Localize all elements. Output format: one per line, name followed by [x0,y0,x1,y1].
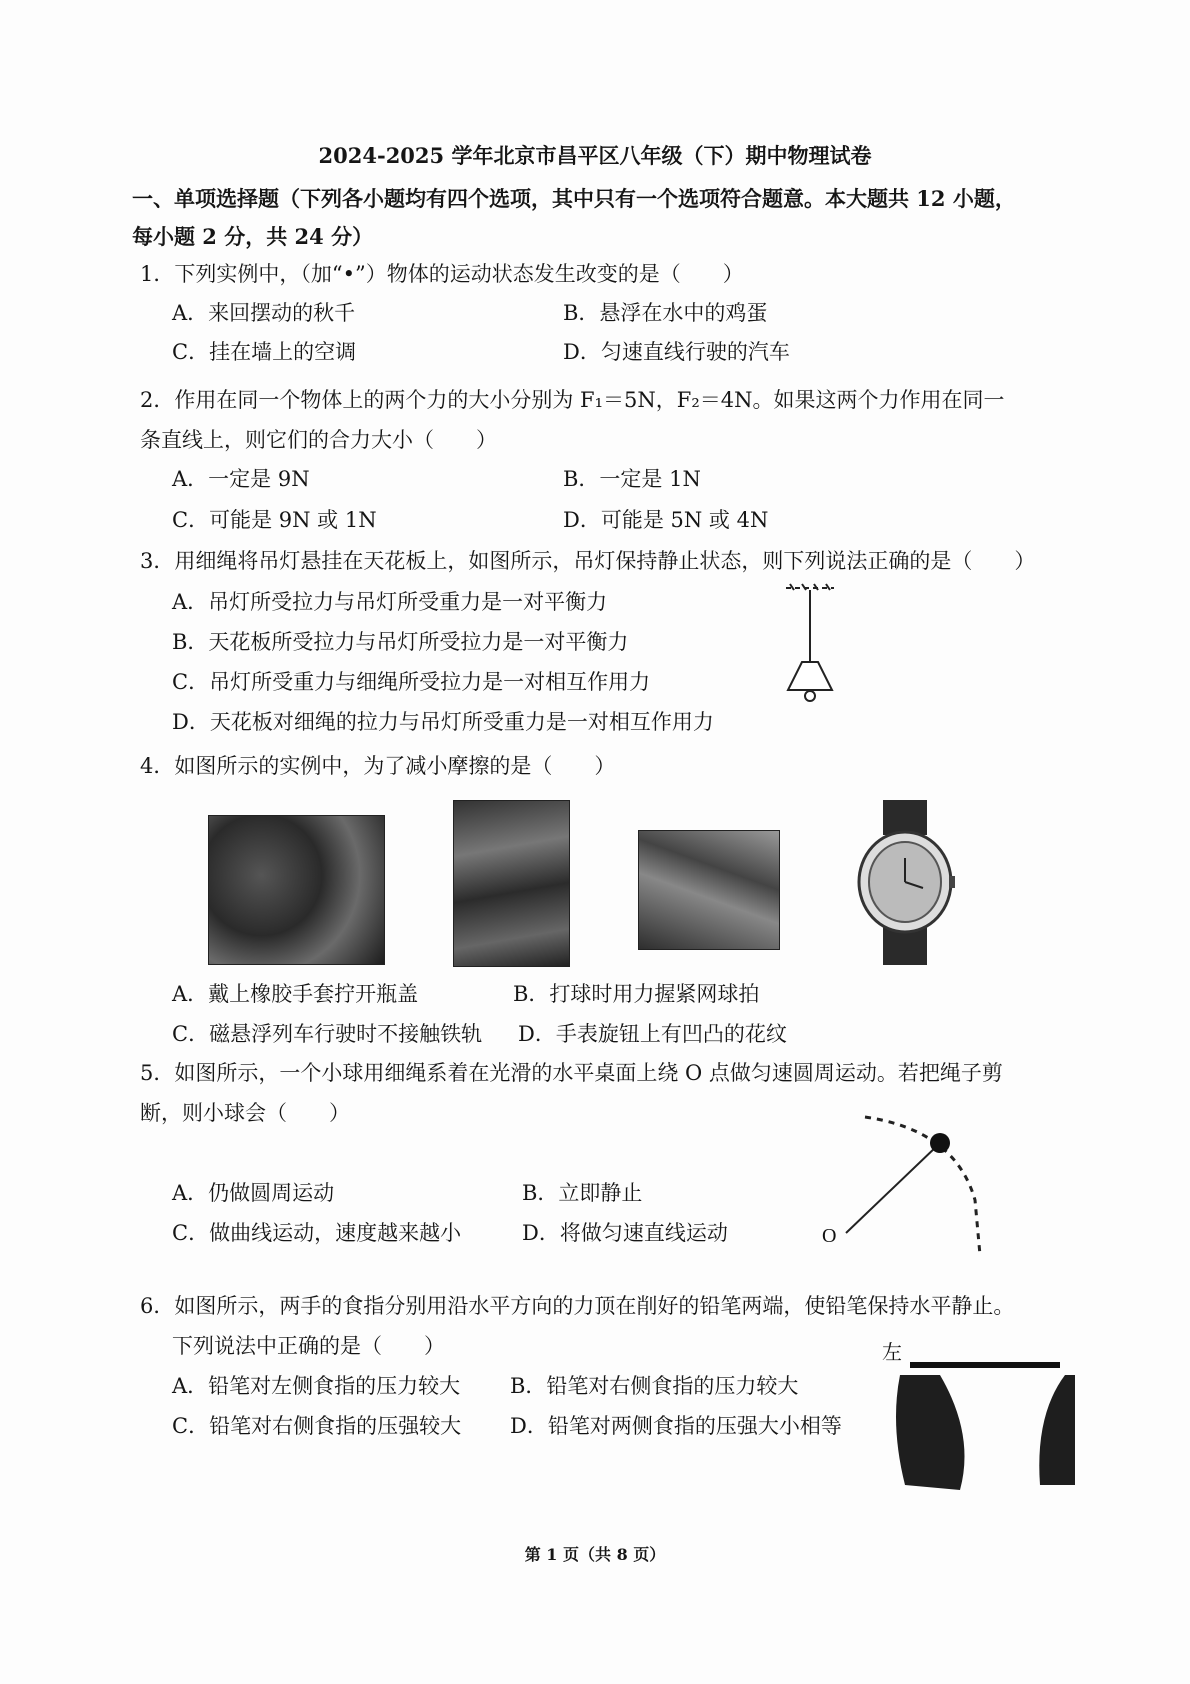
q1-option-d: D．匀速直线行驶的汽车 [563,340,790,364]
ball [930,1133,950,1153]
left-hand [896,1375,965,1490]
center-point-label: O [822,1225,837,1247]
section-heading-line2: 每小题 2 分，共 24 分） [132,224,374,249]
q3-option-d: D．天花板对细绳的拉力与吊灯所受重力是一对相互作用力 [172,710,714,734]
q4-option-d: D．手表旋钮上有凹凸的花纹 [518,1022,787,1046]
q6-stem-line1: 6．如图所示，两手的食指分别用沿水平方向的力顶在削好的铅笔两端，使铅笔保持水平静止。 [140,1294,1015,1318]
left-label: 左 [882,1340,902,1364]
maglev-train-photo [638,830,780,950]
hanging-lamp-figure [780,582,840,712]
q1-option-b: B．悬浮在水中的鸡蛋 [563,301,768,325]
watch-strap-top [883,800,927,835]
q3-stem: 3．用细绳将吊灯悬挂在天花板上，如图所示，吊灯保持静止状态，则下列说法正确的是（ ） [140,549,1036,573]
string [846,1145,938,1233]
q2-option-c: C．可能是 9N 或 1N [172,508,377,532]
rubber-glove-photo [208,815,385,965]
section-heading-line1: 一、单项选择题（下列各小题均有四个选项，其中只有一个选项符合题意。本大题共 12 小题， [132,186,1016,211]
q5-stem-line2: 断，则小球会（ ） [140,1101,350,1125]
q4-option-b: B．打球时用力握紧网球拍 [513,982,760,1006]
q4-option-c: C．磁悬浮列车行驶时不接触铁轨 [172,1022,483,1046]
q6-option-a: A．铅笔对左侧食指的压力较大 [172,1374,461,1398]
circular-path [865,1117,980,1255]
q6-stem-line2: 下列说法中正确的是（ ） [172,1334,445,1358]
q2-option-b: B．一定是 1N [563,467,701,491]
q1-stem: 1．下列实例中，（加“•”）物体的运动状态发生改变的是（ ） [140,262,744,286]
right-hand [1039,1375,1075,1485]
page-title: 2024-2025 学年北京市昌平区八年级（下）期中物理试卷 [318,143,872,168]
q5-option-c: C．做曲线运动，速度越来越小 [172,1221,462,1245]
wristwatch-figure [855,800,955,965]
q1-option-a: A．来回摆动的秋千 [172,301,356,325]
q5-option-b: B．立即静止 [522,1181,643,1205]
q6-option-d: D．铅笔对两侧食指的压强大小相等 [510,1414,842,1438]
pencil-fingers-figure [880,1335,1075,1500]
lampshade [788,662,832,690]
tennis-player-photo [453,800,570,967]
q5-option-a: A．仍做圆周运动 [172,1181,335,1205]
q5-option-d: D．将做匀速直线运动 [522,1221,728,1245]
q2-option-d: D．可能是 5N 或 4N [563,508,769,532]
q3-option-c: C．吊灯所受重力与细绳所受拉力是一对相互作用力 [172,670,651,694]
q2-stem-line2: 条直线上，则它们的合力大小（ ） [140,428,497,452]
q4-stem: 4．如图所示的实例中，为了减小摩擦的是（ ） [140,754,616,778]
q5-stem-line1: 5．如图所示，一个小球用细绳系着在光滑的水平桌面上绕 O 点做匀速圆周运动。若把绳子剪 [140,1061,1003,1085]
q3-option-b: B．天花板所受拉力与吊灯所受拉力是一对平衡力 [172,630,629,654]
q1-option-c: C．挂在墙上的空调 [172,340,357,364]
q6-option-b: B．铅笔对右侧食指的压力较大 [510,1374,799,1398]
q2-stem-line1: 2．作用在同一个物体上的两个力的大小分别为 F₁＝5N，F₂＝4N。如果这两个力作用在同一 [140,388,1005,412]
bulb [805,691,815,701]
q2-option-a: A．一定是 9N [172,467,310,491]
q6-option-c: C．铅笔对右侧食指的压强较大 [172,1414,462,1438]
circular-motion-figure [810,1105,1000,1265]
ceiling-mark [786,584,834,590]
q3-option-a: A．吊灯所受拉力与吊灯所受重力是一对平衡力 [172,590,608,614]
q4-option-a: A．戴上橡胶手套拧开瓶盖 [172,982,419,1006]
page-footer: 第 1 页（共 8 页） [524,1545,666,1564]
watch-crown [949,876,955,888]
